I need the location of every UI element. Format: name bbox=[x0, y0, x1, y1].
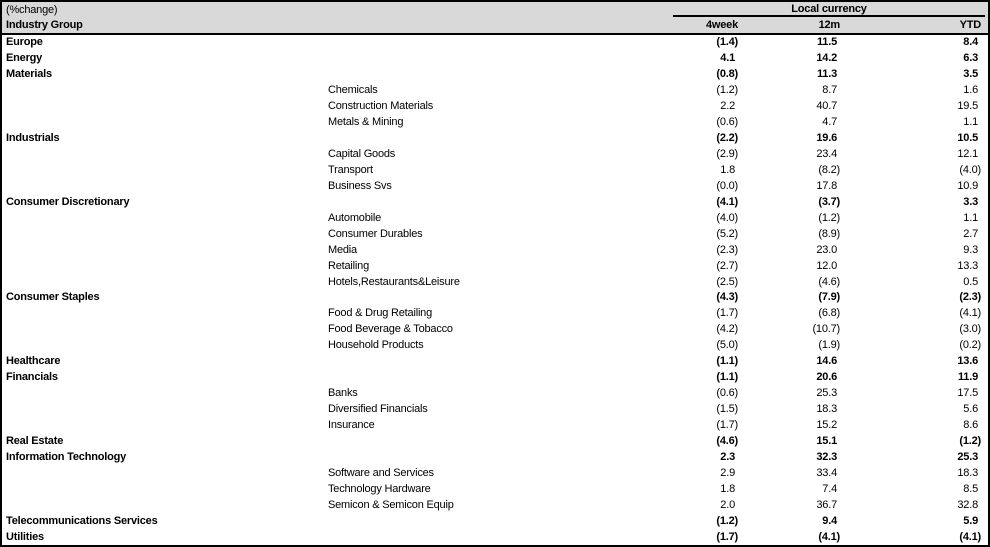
value-4week: 2.3 bbox=[720, 450, 735, 463]
table-row bbox=[2, 402, 988, 418]
value-4week: 4.1 bbox=[720, 52, 735, 65]
industry-group-label: Industrials bbox=[6, 132, 60, 145]
value-4week: (5.2) bbox=[716, 227, 738, 240]
table-row bbox=[2, 322, 988, 338]
value-12m: (3.7) bbox=[818, 195, 840, 208]
value-ytd: 32.8 bbox=[957, 498, 978, 511]
industry-subgroup-label: Hotels,Restaurants&Leisure bbox=[328, 275, 460, 288]
table-row bbox=[2, 115, 988, 131]
table-row bbox=[2, 354, 988, 370]
industry-group-label: Financials bbox=[6, 371, 58, 384]
industry-subgroup-label: Media bbox=[328, 243, 357, 256]
industry-group-label: Utilities bbox=[6, 530, 44, 543]
value-ytd: 6.3 bbox=[963, 52, 978, 65]
industry-subgroup-label: Capital Goods bbox=[328, 148, 396, 161]
value-4week: (4.2) bbox=[716, 323, 738, 336]
table-row bbox=[2, 147, 988, 163]
industry-group-label: Energy bbox=[6, 52, 43, 65]
value-12m: (4.6) bbox=[818, 275, 840, 288]
industry-subgroup-label: Household Products bbox=[328, 339, 424, 352]
table-row bbox=[2, 131, 988, 147]
table-row bbox=[2, 418, 988, 434]
value-ytd: 1.1 bbox=[963, 116, 978, 129]
value-ytd: (4.0) bbox=[959, 163, 981, 176]
value-4week: (4.6) bbox=[716, 434, 738, 447]
value-ytd: 13.6 bbox=[957, 355, 978, 368]
value-ytd: 13.3 bbox=[957, 259, 978, 272]
industry-subgroup-label: Food & Drug Retailing bbox=[328, 307, 433, 320]
value-ytd: 25.3 bbox=[957, 450, 978, 463]
value-4week: 2.2 bbox=[720, 100, 735, 113]
table-row bbox=[2, 242, 988, 258]
industry-group-label: Consumer Discretionary bbox=[6, 195, 130, 208]
value-12m: 18.3 bbox=[816, 403, 837, 416]
value-12m: (8.9) bbox=[818, 227, 840, 240]
value-ytd: 3.5 bbox=[963, 68, 978, 81]
value-ytd: 19.5 bbox=[957, 100, 978, 113]
value-12m: 12.0 bbox=[816, 259, 837, 272]
table-row bbox=[2, 529, 988, 545]
value-4week: 1.8 bbox=[720, 482, 735, 495]
table-row bbox=[2, 67, 988, 83]
value-4week: (2.3) bbox=[716, 243, 738, 256]
value-12m: 4.7 bbox=[822, 116, 837, 129]
value-12m: 23.4 bbox=[816, 148, 837, 161]
value-ytd: 11.9 bbox=[957, 371, 978, 384]
value-ytd: 1.6 bbox=[963, 84, 978, 97]
value-4week: (1.7) bbox=[716, 307, 738, 320]
table-header bbox=[2, 2, 988, 35]
value-4week: (4.0) bbox=[716, 211, 738, 224]
value-ytd: (0.2) bbox=[959, 339, 981, 352]
value-12m: 9.4 bbox=[822, 514, 837, 527]
column-header-row bbox=[2, 17, 988, 33]
value-12m: 11.3 bbox=[816, 68, 837, 81]
table-row bbox=[2, 306, 988, 322]
value-4week: (1.7) bbox=[716, 418, 738, 431]
value-ytd: (1.2) bbox=[959, 434, 981, 447]
value-4week: (2.7) bbox=[716, 259, 738, 272]
value-ytd: (4.1) bbox=[959, 530, 981, 543]
value-12m: 40.7 bbox=[816, 100, 837, 113]
table-row bbox=[2, 51, 988, 67]
value-12m: 11.5 bbox=[816, 36, 837, 49]
value-ytd: 18.3 bbox=[957, 466, 978, 479]
value-4week: (1.1) bbox=[716, 355, 738, 368]
value-4week: (1.1) bbox=[716, 371, 738, 384]
table-row bbox=[2, 194, 988, 210]
value-ytd: 8.4 bbox=[963, 36, 978, 49]
value-ytd: 1.1 bbox=[963, 211, 978, 224]
value-ytd: 0.5 bbox=[963, 275, 978, 288]
industry-group-label: Real Estate bbox=[6, 434, 64, 447]
table-row bbox=[2, 274, 988, 290]
industry-group-label: Information Technology bbox=[6, 450, 127, 463]
column-header-4week: 4week bbox=[705, 18, 738, 31]
table-body bbox=[2, 35, 988, 545]
percent-change-label: (%change) bbox=[6, 4, 58, 16]
table-row bbox=[2, 99, 988, 115]
industry-subgroup-label: Automobile bbox=[328, 211, 382, 224]
value-4week: (1.5) bbox=[716, 403, 738, 416]
industry-group-label: Consumer Staples bbox=[6, 291, 100, 304]
value-4week: (1.7) bbox=[716, 530, 738, 543]
table-row bbox=[2, 290, 988, 306]
value-4week: (0.0) bbox=[716, 179, 738, 192]
value-4week: 2.9 bbox=[720, 466, 735, 479]
value-12m: (4.1) bbox=[818, 530, 840, 543]
value-12m: 32.3 bbox=[816, 450, 837, 463]
value-12m: 20.6 bbox=[816, 371, 837, 384]
local-currency-header: Local currency bbox=[673, 2, 985, 17]
value-ytd: (2.3) bbox=[959, 291, 981, 304]
table-row bbox=[2, 178, 988, 194]
industry-group-label: Materials bbox=[6, 68, 52, 81]
table-row bbox=[2, 258, 988, 274]
value-ytd: (4.1) bbox=[959, 307, 981, 320]
value-4week: (0.8) bbox=[716, 68, 738, 81]
industry-subgroup-label: Insurance bbox=[328, 418, 375, 431]
value-12m: 15.2 bbox=[816, 418, 837, 431]
value-12m: (6.8) bbox=[818, 307, 840, 320]
value-12m: 17.8 bbox=[816, 179, 837, 192]
industry-subgroup-label: Food Beverage & Tobacco bbox=[328, 323, 453, 336]
industry-group-label: Telecommunications Services bbox=[6, 514, 158, 527]
value-ytd: 5.6 bbox=[963, 403, 978, 416]
value-4week: (2.9) bbox=[716, 148, 738, 161]
value-4week: (1.4) bbox=[716, 36, 738, 49]
value-ytd: 5.9 bbox=[963, 514, 978, 527]
industry-group-label: Healthcare bbox=[6, 355, 61, 368]
value-12m: 23.0 bbox=[816, 243, 837, 256]
industry-subgroup-label: Consumer Durables bbox=[328, 227, 423, 240]
industry-subgroup-label: Retailing bbox=[328, 259, 370, 272]
value-4week: 1.8 bbox=[720, 163, 735, 176]
value-12m: 19.6 bbox=[816, 132, 837, 145]
table-row bbox=[2, 83, 988, 99]
value-12m: (7.9) bbox=[818, 291, 840, 304]
value-4week: (1.2) bbox=[716, 514, 738, 527]
industry-subgroup-label: Semicon & Semicon Equip bbox=[328, 498, 454, 511]
value-4week: (4.3) bbox=[716, 291, 738, 304]
column-header-ytd: YTD bbox=[959, 18, 981, 31]
value-12m: (10.7) bbox=[812, 323, 840, 336]
table-row bbox=[2, 513, 988, 529]
table-row bbox=[2, 497, 988, 513]
value-12m: (8.2) bbox=[818, 163, 840, 176]
value-ytd: 2.7 bbox=[963, 227, 978, 240]
industry-subgroup-label: Construction Materials bbox=[328, 100, 434, 113]
value-ytd: 10.9 bbox=[957, 179, 978, 192]
value-ytd: 12.1 bbox=[957, 148, 978, 161]
table-row bbox=[2, 338, 988, 354]
value-ytd: 3.3 bbox=[963, 195, 978, 208]
table-row bbox=[2, 481, 988, 497]
industry-subgroup-label: Diversified Financials bbox=[328, 403, 428, 416]
value-12m: 25.3 bbox=[816, 387, 837, 400]
value-12m: (1.2) bbox=[818, 211, 840, 224]
value-ytd: 9.3 bbox=[963, 243, 978, 256]
value-12m: 33.4 bbox=[816, 466, 837, 479]
value-ytd: 8.5 bbox=[963, 482, 978, 495]
industry-subgroup-label: Software and Services bbox=[328, 466, 434, 479]
value-12m: 15.1 bbox=[816, 434, 837, 447]
value-4week: (0.6) bbox=[716, 116, 738, 129]
value-4week: (2.5) bbox=[716, 275, 738, 288]
value-ytd: 10.5 bbox=[957, 132, 978, 145]
value-ytd: 17.5 bbox=[957, 387, 978, 400]
value-ytd: 8.6 bbox=[963, 418, 978, 431]
value-12m: 14.2 bbox=[816, 52, 837, 65]
industry-group-label: Europe bbox=[6, 36, 43, 49]
table-row bbox=[2, 465, 988, 481]
value-12m: (1.9) bbox=[818, 339, 840, 352]
table-row bbox=[2, 433, 988, 449]
value-12m: 36.7 bbox=[816, 498, 837, 511]
value-12m: 7.4 bbox=[822, 482, 837, 495]
table-row bbox=[2, 35, 988, 51]
table-row bbox=[2, 370, 988, 386]
value-4week: (4.1) bbox=[716, 195, 738, 208]
table-row bbox=[2, 226, 988, 242]
value-4week: (0.6) bbox=[716, 387, 738, 400]
industry-subgroup-label: Technology Hardware bbox=[328, 482, 431, 495]
industry-subgroup-label: Business Svs bbox=[328, 179, 392, 192]
value-12m: 8.7 bbox=[822, 84, 837, 97]
table-row bbox=[2, 210, 988, 226]
industry-subgroup-label: Metals & Mining bbox=[328, 116, 404, 129]
value-4week: (2.2) bbox=[716, 132, 738, 145]
table-row bbox=[2, 449, 988, 465]
table-row bbox=[2, 163, 988, 179]
industry-group-header: Industry Group bbox=[6, 18, 83, 31]
industry-subgroup-label: Chemicals bbox=[328, 84, 378, 97]
value-4week: 2.0 bbox=[720, 498, 735, 511]
table-row bbox=[2, 386, 988, 402]
column-header-12m: 12m bbox=[818, 18, 840, 31]
industry-subgroup-label: Banks bbox=[328, 387, 358, 400]
value-12m: 14.6 bbox=[816, 355, 837, 368]
industry-subgroup-label: Transport bbox=[328, 163, 373, 176]
value-4week: (5.0) bbox=[716, 339, 738, 352]
value-4week: (1.2) bbox=[716, 84, 738, 97]
value-ytd: (3.0) bbox=[959, 323, 981, 336]
